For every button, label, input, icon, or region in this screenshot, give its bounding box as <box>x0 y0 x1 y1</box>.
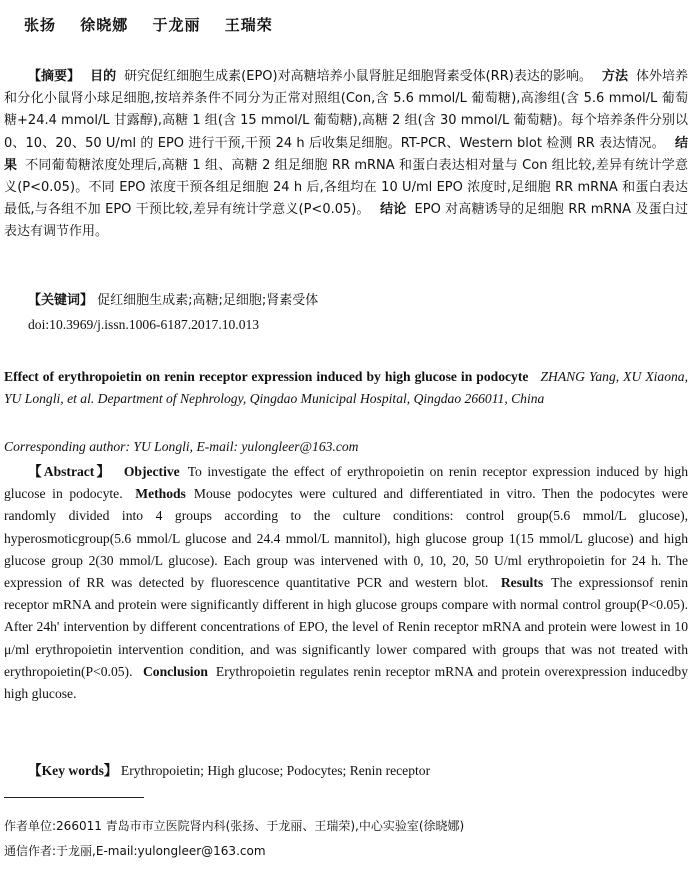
abstract-cn-label: 【摘要】 <box>28 69 81 84</box>
author-name: 于龙丽 <box>152 16 201 34</box>
english-corresponding <box>4 436 688 458</box>
keywords-en <box>4 760 688 782</box>
english-corresponding-text: Corresponding author: YU Longli, E-mail: yulongleer@163.com <box>4 439 359 454</box>
methods-cn-label: 方法 <box>601 69 628 84</box>
footnote-divider <box>4 797 144 798</box>
conclusion-en-text: Erythropoietin regulates renin receptor mRNA and protein overexpression inducedby high glucose. <box>4 663 688 702</box>
methods-en-text: Mouse podocytes were cultured and differentiated in vitro. Then the podocytes were randomly divided into 4 groups according to the culture conditions: control group(5.6 mmol/L glucose), hyperosmoticgroup(5.6 mmol/L glucose and 24.4 mmol/L mannitol), high glucose group 1(15 mmol/L glucose) and high glucose group 2(30 mmol/L glucose). Each group was intervened with 0, 10, 20, 50 U/ml erythropoietin for 24 h. The expression of RR was detected by fluorescence quantitative PCR and western blot. <box>4 486 688 591</box>
author-name: 张扬 <box>24 16 57 34</box>
footnote-affiliation: 作者单位:266011 青岛市市立医院肾内科(张扬、于龙丽、王瑞荣),中心实验室(徐晓娜) <box>4 819 465 833</box>
english-title-block <box>4 366 688 410</box>
doi-line <box>4 314 688 336</box>
conclusion-cn-text: EPO 对高糖诱导的足细胞 RR mRNA 及蛋白过表达有调节作用。 <box>4 202 688 240</box>
abstract-en <box>4 461 688 705</box>
doi-text: doi:10.3969/j.issn.1006-6187.2017.10.013 <box>28 317 260 332</box>
objective-en-label: Objective <box>123 464 180 479</box>
author-name: 王瑞荣 <box>224 16 273 34</box>
objective-cn-label: 目的 <box>90 69 117 84</box>
keywords-en-text: Erythropoietin; High glucose; Podocytes; Renin receptor <box>120 763 431 778</box>
results-cn-text: 不同葡萄糖浓度处理后,高糖 1 组、高糖 2 组足细胞 RR mRNA 和蛋白表达相对量与 Con 组比较,差异有统计学意义(P<0.05)。不同 EPO 浓度干预各组足细胞 24 h 后,各组均在 10 U/ml EPO 浓度时,足细胞 RR mRNA 和蛋白表达最低,与各组不加 EPO 干预比较,差异有统计学意义(P<0.05)。 <box>4 157 688 218</box>
author-name: 徐晓娜 <box>80 16 129 34</box>
conclusion-en-label: Conclusion <box>142 663 208 679</box>
objective-cn-text: 研究促红细胞生成素(EPO)对高糖培养小鼠肾脏足细胞肾素受体(RR)表达的影响。 <box>124 69 592 84</box>
results-cn-label: 结果 <box>4 135 688 173</box>
results-en-text: The expressionsof renin receptor mRNA and protein were significantly different in high glucose groups compare with normal control group(P<0.05). After 24h' intervention by different concentrations of EPO, the level of Renin receptor mRNA and protein were lowest in 10 μ/ml erythropoietin intervention condition, and was significantly lower compared with groups that was not treated with erythropoietin(P<0.05). <box>4 575 688 679</box>
abstract-en-label: 【Abstract】 <box>28 464 113 479</box>
author-list-cn <box>24 14 291 35</box>
keywords-cn <box>4 290 688 312</box>
results-en-label: Results <box>500 575 544 591</box>
abstract-cn <box>4 66 688 244</box>
english-title: Effect of erythropoietin on renin receptor expression induced by high glucose in podocyte <box>4 369 529 384</box>
methods-cn-text: 体外培养和分化小鼠肾小球足细胞,按培养条件不同分为正常对照组(Con,含 5.6 mmol/L 葡萄糖),高渗组(含 5.6 mmol/L 葡萄糖+24.4 mmol/L 甘露醇),高糖 1 组(含 15 mmol/L 葡萄糖),高糖 2 组(含 30 mmol/L 葡萄糖)。每个培养条件分别以 0、10、20、50 U/ml 的 EPO 进行干预,干预 24 h 后收集足细胞。RT-PCR、Western blot 检测 RR 表达情况。 <box>4 69 688 151</box>
methods-en-label: Methods <box>135 486 186 502</box>
footnote-correspondence: 通信作者:于龙丽,E-mail:yulongleer@163.com <box>4 844 266 858</box>
objective-en-text: To investigate the effect of erythropoietin on renin receptor expression induced by high glucose in podocyte. <box>4 464 688 502</box>
keywords-cn-text: 促红细胞生成素;高糖;足细胞;肾素受体 <box>97 293 319 308</box>
keywords-en-label: 【Key words】 <box>28 763 118 778</box>
conclusion-cn-label: 结论 <box>380 202 407 218</box>
keywords-cn-label: 【关键词】 <box>28 293 94 308</box>
english-authors-affiliation: ZHANG Yang, XU Xiaona, YU Longli, et al. Department of Nephrology, Qingdao Municipal Hospital, Qingdao 266011, China <box>4 369 688 407</box>
